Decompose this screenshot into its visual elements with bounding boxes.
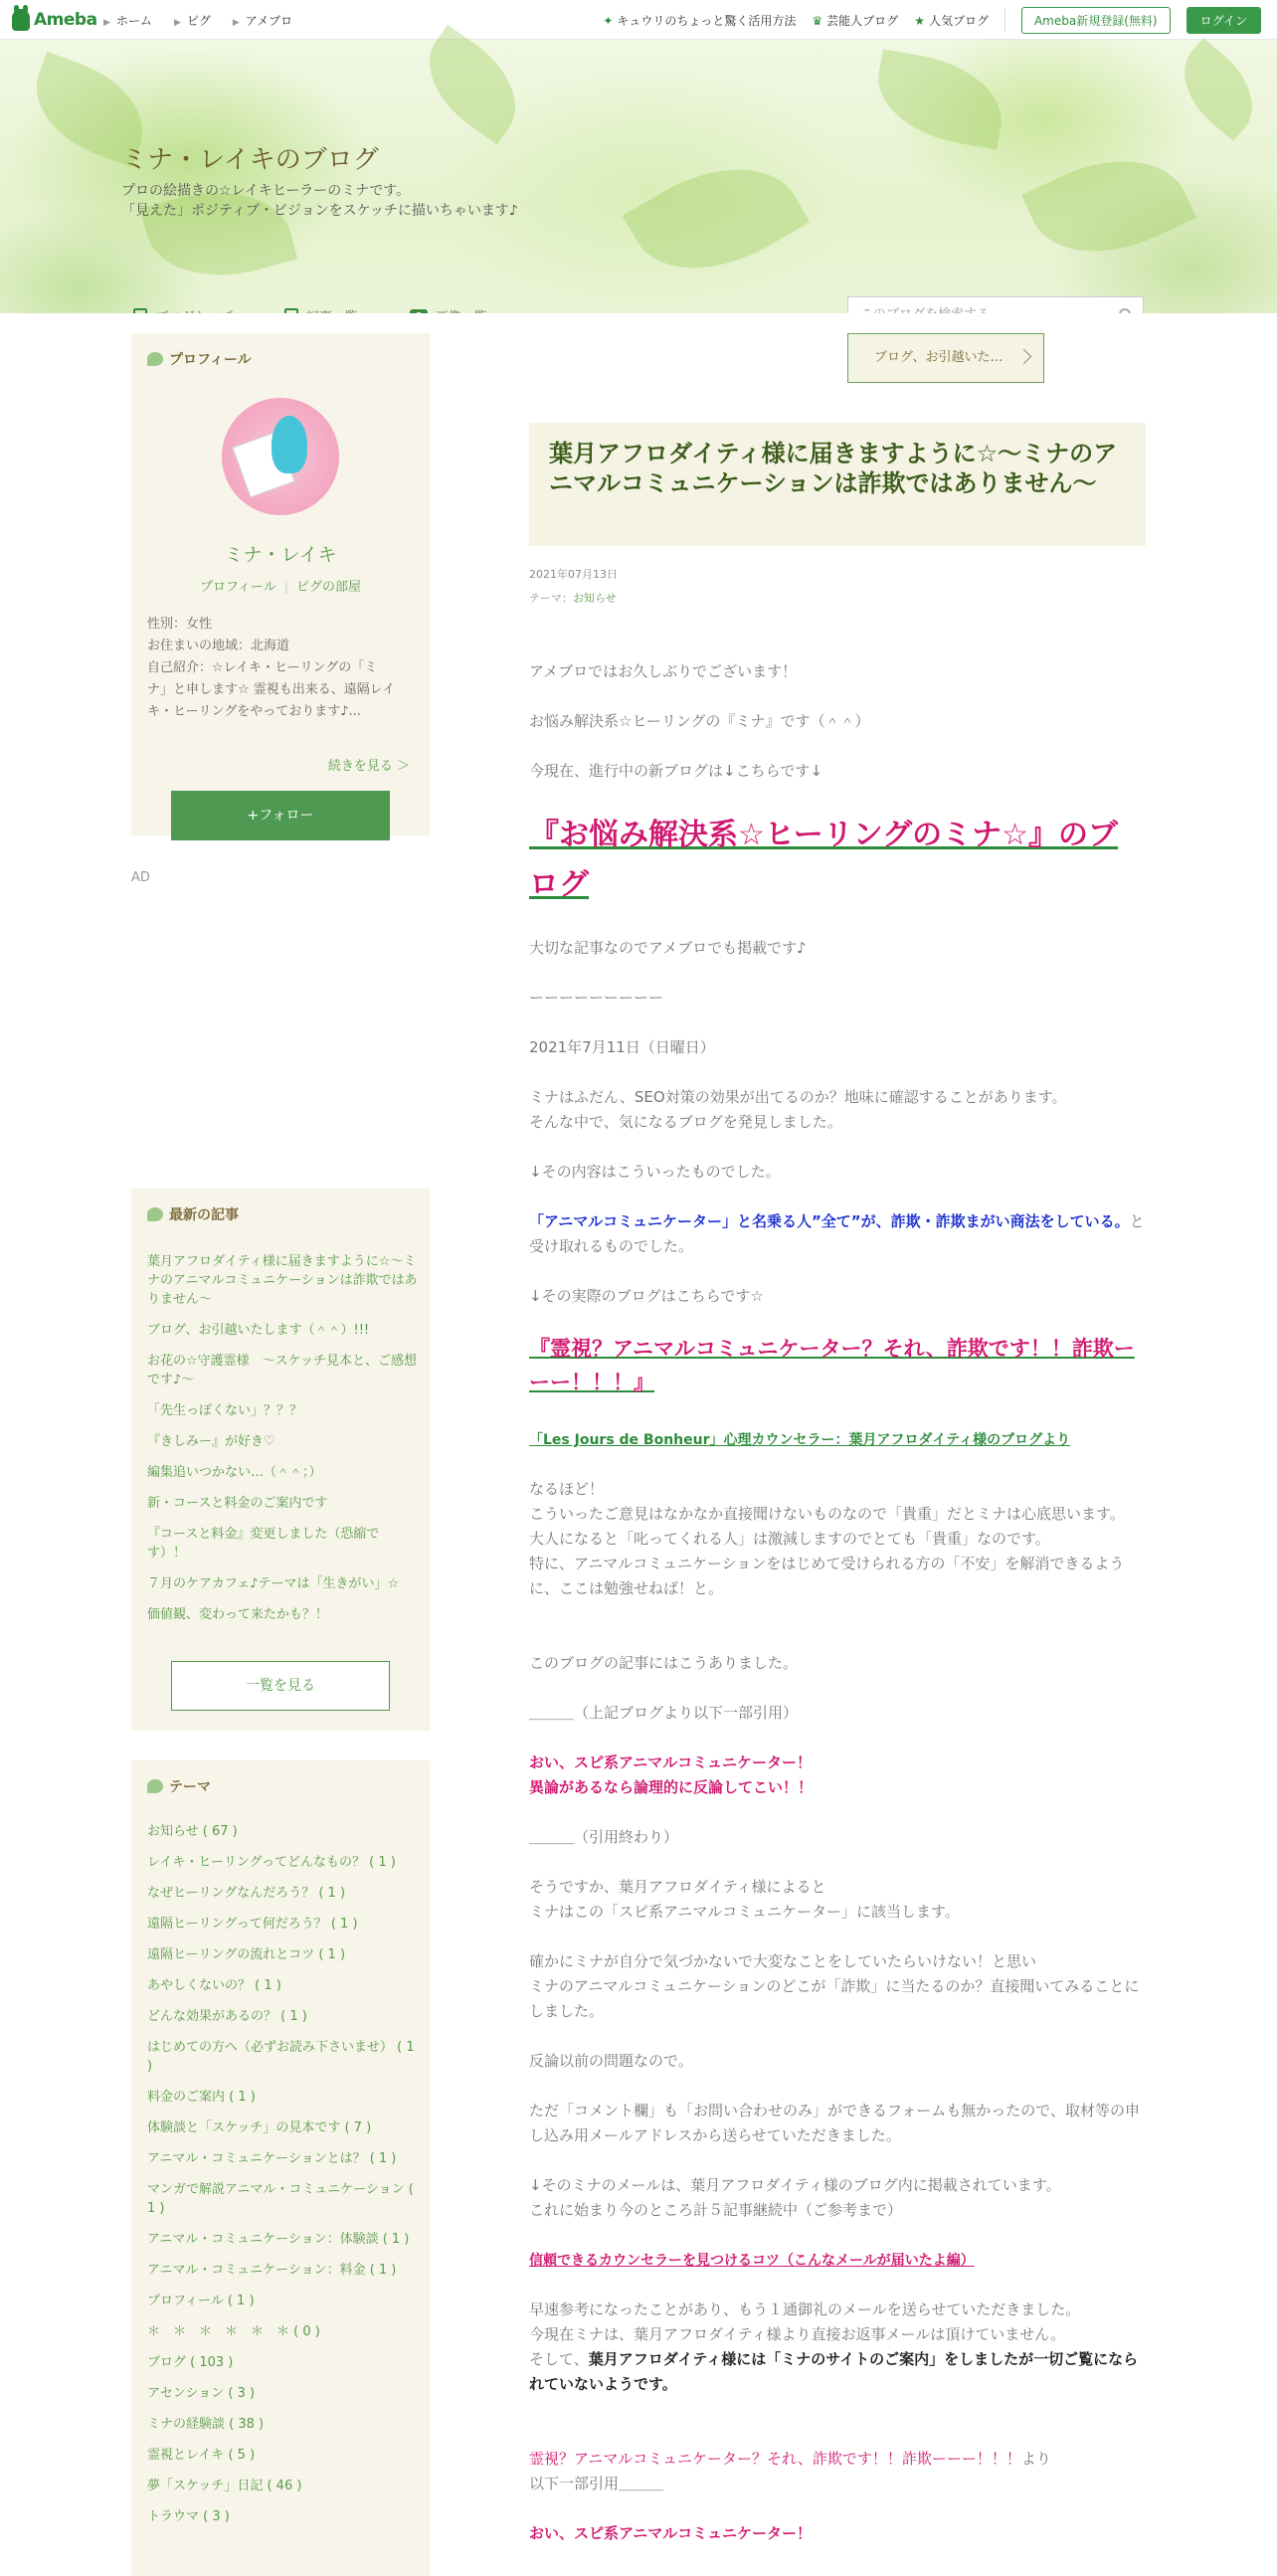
profile-intro: キ・ヒーリングをやっております♪... (147, 704, 361, 719)
theme-link[interactable]: アセンション ( 3 ) (147, 2386, 256, 2401)
ameba-logo-text: Ameba (34, 10, 97, 30)
bold-text: 葉月アフロダイティ様には「ミナのサイトのご案内」をしましたが一切ご覧になられていないようです。 (529, 2350, 1139, 2393)
article-line: なるほど！ (529, 1480, 605, 1498)
theme-link[interactable]: お知らせ ( 67 ) (147, 1824, 238, 1839)
blue-bold-text: 「アニマルコミュニケーター」と名乗る人”全て”が、詐欺・詐欺まがい商法をしている。 (529, 1212, 1130, 1230)
theme-list (147, 1822, 418, 2538)
recent-article-link[interactable]: 新・コースと料金のご案内です (147, 1496, 328, 1511)
star-icon: ★ (914, 13, 925, 28)
article-paragraph (529, 1085, 1146, 1135)
recent-article-link[interactable]: 編集追いつかない…（＾＾；） (147, 1465, 322, 1480)
article-line: ミナはふだん、SEO対策の効果が出てるのか？地味に確認することがあります。 (529, 1088, 1067, 1106)
speech-bubble-icon (147, 352, 163, 366)
article-text: と受け取れるものでした。 (529, 1212, 1145, 1255)
leaf-decoration (408, 25, 537, 144)
article-text: より (1020, 2450, 1051, 2468)
theme-link[interactable]: プロフィール ( 1 ) (147, 2294, 255, 2308)
article-paragraph (529, 2447, 1146, 2496)
chevron-right-icon: ▶ (232, 17, 240, 28)
ameba-logo-icon (12, 9, 30, 31)
profile-gender: 性別：女性 (147, 617, 213, 632)
sparkle-icon: ✦ (603, 13, 614, 28)
new-blog-link[interactable]: 『お悩み解決系☆ヒーリングのミナ☆』のブログ (529, 818, 1118, 902)
themes-box (131, 1760, 430, 2576)
article-line: そんな中で、気になるブログを発見しました。 (529, 1113, 842, 1131)
article-line: 今現在ミナは、葉月アフロダイティ様より直接お返事メールは頂けていません。 (529, 2325, 1066, 2343)
recent-article-link[interactable]: お花の☆守護霊様 〜スケッチ見本と、ご感想です♪〜 (147, 1354, 418, 1387)
blog-moved-label: ブログ、お引越いた… (874, 350, 1003, 365)
link-cucumber[interactable] (603, 12, 796, 29)
article-title-text: 葉月アフロダイティ様に届きますように☆〜ミナのアニマルコミュニケーションは詐欺ではありません〜 (549, 440, 1118, 497)
avatar[interactable] (222, 398, 339, 515)
nav-pigg-label: ピグ (186, 13, 211, 28)
article-paragraph: ↓その実際のブログはこちらです☆ (529, 1287, 764, 1305)
theme-link[interactable]: 料金のご案内 ( 1 ) (147, 2090, 256, 2105)
recent-article-link[interactable]: 『コースと料金』変更しました（恐縮です）！ (147, 1527, 380, 1561)
register-button[interactable]: Ameba新規登録(無料) (1021, 7, 1171, 34)
recent-article-link[interactable]: ブログ、お引越いたします（＾＾）!!! (147, 1323, 370, 1338)
link-celebrity-blog[interactable] (812, 12, 898, 29)
theme-link[interactable]: ミナの経験談 ( 38 ) (147, 2417, 265, 2432)
profile-link[interactable]: プロフィール (199, 580, 276, 595)
theme-label: テーマ： (529, 592, 573, 605)
login-button[interactable]: ログイン (1186, 7, 1261, 34)
article-paragraph (529, 2173, 1146, 2223)
speech-bubble-icon (147, 1207, 163, 1221)
recent-article-link[interactable]: 葉月アフロダイティ様に届きますように☆〜ミナのアニマルコミュニケーションは詐欺ではありません〜 (147, 1254, 418, 1307)
profile-heading-label: プロフィール (169, 352, 252, 368)
nav-ameblo[interactable] (233, 12, 292, 29)
theme-link[interactable]: トラウマ ( 3 ) (147, 2509, 230, 2524)
divider (1004, 8, 1005, 32)
article-line: ↓そのミナのメールは、葉月アフロダイティ様のブログ内に掲載されています。 (529, 2176, 1061, 2194)
profile-more-link[interactable]: 続きを見る ＞ (327, 759, 410, 774)
global-header (0, 0, 1277, 40)
view-all-button[interactable]: 一覧を見る (171, 1661, 390, 1711)
theme-link[interactable]: ＊ ＊ ＊ ＊ ＊ ＊ ( 0 ) (147, 2324, 320, 2339)
article-paragraph: このブログの記事にはこうありました。 (529, 1654, 799, 1672)
theme-link[interactable]: あやしくないの？ ( 1 ) (147, 1978, 281, 1993)
recent-heading (147, 1204, 239, 1224)
article-paragraph (529, 1427, 1146, 1453)
article-line: 早速参考になったことがあり、もう１通御礼のメールを送らせていただきました。 (529, 2300, 1081, 2318)
article-line (529, 2347, 1146, 2397)
avatar-bird (272, 416, 307, 473)
theme-link[interactable]: マンガで解説アニマル・コミュニケーション ( 1 ) (147, 2182, 414, 2216)
themes-heading-label: テーマ (169, 1779, 211, 1795)
scam-blog-link-inline[interactable]: 霊視？アニマルコミュニケーター？それ、詐欺です！！詐欺ーーー！！！ (529, 2450, 1021, 2468)
article-paragraph: ただ「コメント欄」も「お問い合わせのみ」ができるフォームも無かったので、取材等の申し込み用メールアドレスから送らせていただきました。 (529, 2102, 1140, 2144)
article-paragraph (529, 1875, 1146, 1925)
article-paragraph: 反論以前の問題なので。 (529, 2052, 693, 2070)
theme-link[interactable]: どんな効果があるの？ ( 1 ) (147, 2009, 307, 2024)
article-paragraph (529, 1209, 1146, 1259)
nav-home[interactable] (103, 12, 152, 29)
theme-link[interactable]: 霊視とレイキ ( 5 ) (147, 2448, 256, 2463)
pigg-room-link[interactable]: ピグの部屋 (296, 580, 362, 595)
recent-article-link[interactable]: ７月のケアカフェ♪テーマは「生きがい」☆ (147, 1576, 400, 1591)
article-line: そうですか、葉月アフロダイティ様によると (529, 1878, 826, 1896)
theme-link[interactable]: アニマル・コミュニケーションとは？ ( 1 ) (147, 2151, 397, 2166)
recent-list (147, 1252, 418, 1636)
article-line: 大人になると「叱ってくれる人」は激減しますのでとても「貴重」なのです。 (529, 1530, 1050, 1548)
article-paragraph (529, 1949, 1146, 2024)
ad-label: AD (131, 870, 150, 885)
link-cucumber-label: キュウリのちょっと驚く活用方法 (617, 13, 797, 28)
article-paragraph: アメブロではお久しぶりでございます！ (529, 662, 798, 680)
blog-moved-button[interactable] (847, 333, 1044, 383)
link-popular-blog[interactable] (914, 12, 989, 29)
profile-name[interactable]: ミナ・レイキ (224, 544, 337, 566)
global-links (603, 0, 1261, 40)
leaf-decoration (623, 136, 811, 302)
nav-pigg[interactable] (174, 12, 211, 29)
theme-link[interactable]: ブログ ( 103 ) (147, 2355, 234, 2370)
nav-home-label: ホーム (115, 13, 152, 28)
theme-link[interactable]: レイキ・ヒーリングってどんなもの？ ( 1 ) (147, 1855, 396, 1870)
theme-link[interactable]: アニマル・コミュニケーション：料金 ( 1 ) (147, 2263, 397, 2278)
scam-blog-link[interactable]: 『霊視？アニマルコミュニケーター？それ、詐欺です！！詐欺ーーー！！！』 (529, 1337, 1135, 1394)
article-paragraph: ＿＿＿（上記ブログより以下一部引用） (529, 1704, 799, 1722)
blog-description-line: プロの絵描きの☆レイキヒーラーのミナです。 (121, 183, 411, 199)
crown-icon: ♛ (812, 13, 823, 28)
chevron-right-icon: ▶ (103, 17, 110, 28)
blog-description (121, 181, 518, 221)
article-date: 2021年07月13日 (529, 568, 618, 581)
follow-button[interactable]: +フォロー (171, 791, 390, 840)
theme-link[interactable]: 体験談と「スケッチ」の見本です ( 7 ) (147, 2120, 372, 2135)
article-text: そして、 (529, 2350, 589, 2368)
link-celebrity-label: 芸能人ブログ (826, 13, 899, 28)
global-nav (103, 0, 292, 40)
theme-link[interactable]: はじめての方へ（必ずお読み下さいませ） ( 1 ) (147, 2040, 415, 2074)
article-divider-text: ーーーーーーーーー (529, 989, 664, 1007)
profile-heading (147, 349, 252, 369)
theme-link[interactable]: お知らせ (573, 592, 617, 605)
theme-link[interactable]: 遠隔ヒーリングって何だろう？ ( 1 ) (147, 1917, 358, 1932)
recent-heading-label: 最新の記事 (169, 1207, 239, 1223)
counselor-tips-link[interactable]: 信頼できるカウンセラーを見つけるコツ（こんなメールが届いたよ編） (529, 2253, 975, 2269)
theme-link[interactable]: アニマル・コミュニケーション：体験談 ( 1 ) (147, 2232, 410, 2247)
article-title[interactable] (529, 423, 1146, 546)
link-popular-label: 人気ブログ (928, 13, 989, 28)
recent-articles-box (131, 1189, 430, 1731)
chevron-right-icon (1016, 349, 1032, 365)
article-paragraph (529, 2298, 1146, 2397)
blog-header (0, 40, 1277, 313)
profile-location: お住まいの地域：北海道 (147, 639, 290, 653)
profile-links (131, 576, 430, 595)
leaf-decoration (869, 49, 1010, 149)
article-line: こういったご意見はなかなか直接聞けないものなので「貴重」だとミナは心底思います。 (529, 1505, 1125, 1523)
divider: | (283, 580, 289, 595)
quote-line: おい、スピ系アニマルコミュニケーター！ (529, 2524, 812, 2542)
article-paragraph: 2021年7月11日（日曜日） (529, 1038, 715, 1056)
recent-article-link[interactable]: 価値観、変わって来たかも？！ (147, 1607, 328, 1622)
profile-info (147, 614, 416, 723)
speech-bubble-icon (147, 1779, 163, 1793)
quote-block (529, 1750, 1146, 1800)
article-paragraph (529, 2248, 1146, 2274)
article-paragraph: 今現在、進行中の新ブログは↓こちらです↓ (529, 762, 822, 780)
article-paragraph: 大切な記事なのでアメブロでも掲載です♪ (529, 939, 807, 957)
quote-line: 異論があるなら論理的に反論してこい！！ (529, 1778, 814, 1796)
ameba-logo[interactable] (12, 8, 97, 32)
chevron-right-icon: ▶ (173, 17, 181, 28)
article-paragraph: ↓その内容はこういったものでした。 (529, 1163, 781, 1181)
recent-article-link[interactable]: 『きしみー』が好き♡ (147, 1434, 275, 1449)
quote-line: おい、スピ系アニマルコミュニケーター！ (529, 1753, 812, 1771)
article-paragraph: お悩み解決系☆ヒーリングの『ミナ』です（＾＾） (529, 712, 870, 730)
blog-title[interactable]: ミナ・レイキのブログ (121, 145, 379, 175)
leaf-decoration (1021, 132, 1196, 280)
counselor-blog-link[interactable]: 「Les Jours de Bonheur」心理カウンセラー：葉月アフロダイティ様のブログより (529, 1432, 1071, 1448)
article-line: 特に、アニマルコミュニケーションをはじめて受けられる方の「不安」を解消できるように、ここは勉強せねば！と。 (529, 1555, 1125, 1597)
article-line (529, 2447, 1146, 2472)
article-theme (529, 590, 617, 606)
profile-intro: 自己紹介：☆レイキ・ヒーリングの「ミ (147, 660, 378, 675)
article-line: 以下一部引用＿＿＿ (529, 2475, 664, 2492)
theme-link[interactable]: 遠隔ヒーリングの流れとコツ ( 1 ) (147, 1947, 346, 1962)
recent-article-link[interactable]: 「先生っぽくない」？？？ (147, 1403, 303, 1418)
nav-ameblo-label: アメブロ (245, 13, 293, 28)
article-line: ミナはこの「スピ系アニマルコミュニケーター」に該当します。 (529, 1903, 960, 1921)
theme-link[interactable]: 夢「スケッチ」日記 ( 46 ) (147, 2479, 302, 2493)
article-paragraph: ＿＿＿（引用終わり） (529, 1828, 679, 1846)
themes-heading (147, 1776, 211, 1796)
profile-intro: ナ」と申します☆ 霊視も出来る、遠隔レイ (147, 682, 396, 697)
article-line: これに始まり今のところ計５記事継続中（ご参考まで） (529, 2201, 903, 2219)
theme-link[interactable]: なぜヒーリングなんだろう？ ( 1 ) (147, 1886, 346, 1901)
content-area (82, 313, 1195, 2554)
blog-description-line: 「見えた」ポジティブ・ビジョンをスケッチに描いちゃいます♪ (121, 203, 518, 219)
article-paragraph (529, 1477, 1146, 1601)
article-line: ミナのアニマルコミュニケーションのどこが「詐欺」に当たるのか？直接聞いてみることにしました。 (529, 1977, 1140, 2020)
profile-box (131, 333, 430, 835)
article-line: 確かにミナが自分で気づかないで大変なことをしていたらいけない！と思い (529, 1952, 1037, 1970)
leaf-decoration (1165, 38, 1272, 141)
